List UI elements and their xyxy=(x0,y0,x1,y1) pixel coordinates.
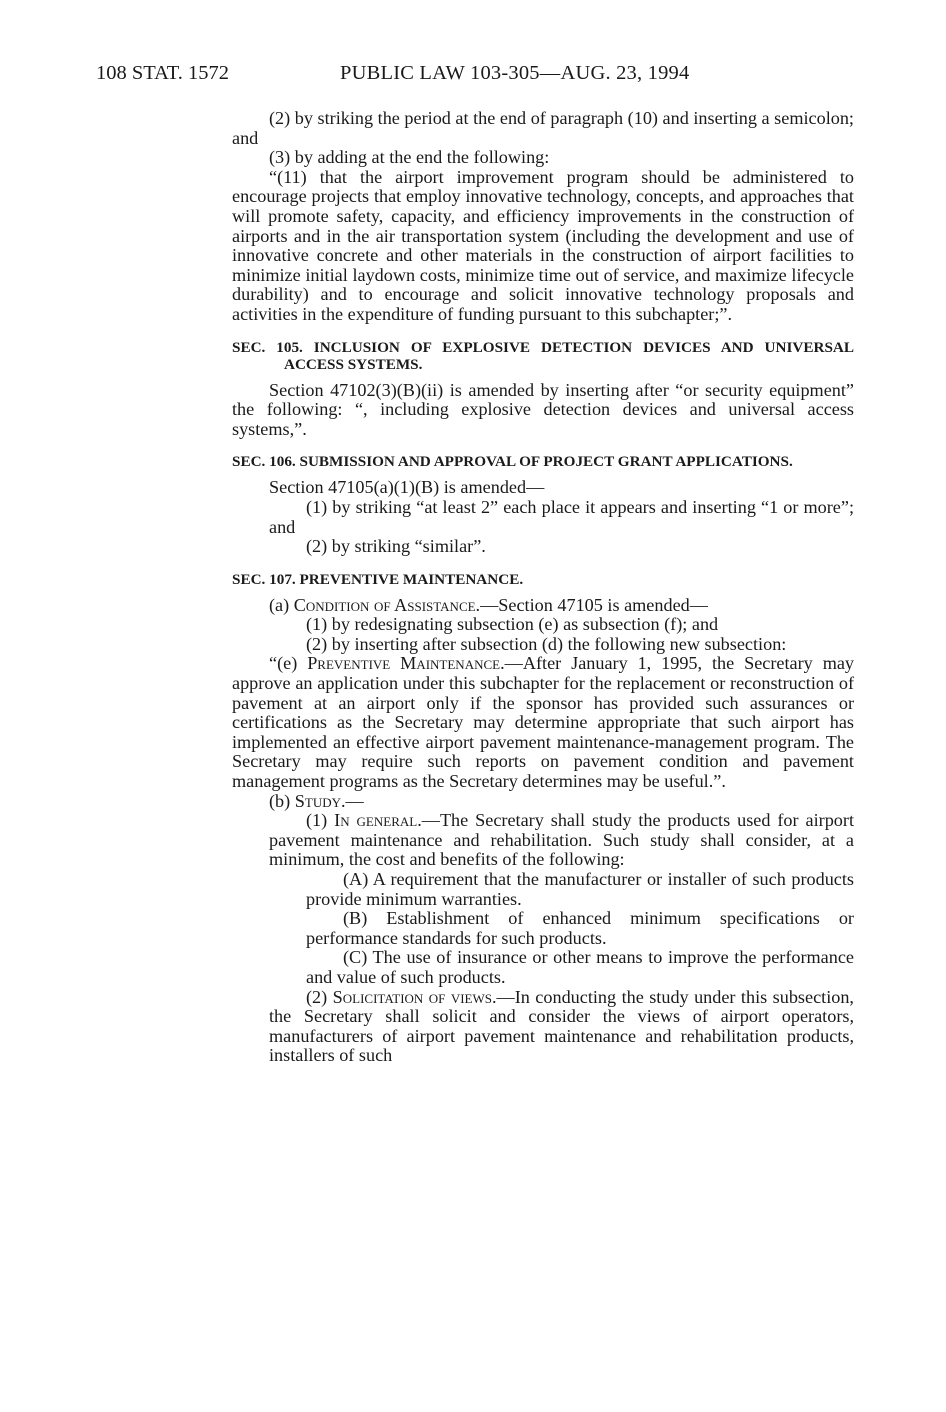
paragraph-amendment-3: (3) by adding at the end the following: xyxy=(269,147,550,168)
subparagraph-c: (C) The use of insurance or other means to improve the performance and value of such products. xyxy=(306,947,854,987)
section-106-item-2: (2) by striking “similar”. xyxy=(306,536,486,557)
subsection-b-paragraph-2 xyxy=(232,988,854,1066)
quoted-subsection-e-text: —After January 1, 1995, the Secretary may approve an application under this subchapter for the replacement or reconstruction of pavement at an airport only if the sponsor has provided such assurances or certifications as the Secretary may determine appropriate that such airport has implemented an effective airport pavement maintenance-management program. The Secretary may require such reports on pavement condition and pavement management programs as the Secretary determines may be useful.”. xyxy=(232,653,855,792)
subparagraph-b: (B) Establishment of enhanced minimum specifications or performance standards for such products. xyxy=(306,908,854,948)
section-107-heading: SEC. 107. PREVENTIVE MAINTENANCE. xyxy=(232,570,524,588)
subsection-b-heading: Study. xyxy=(294,790,346,811)
subparagraph-a: (A) A requirement that the manufacturer or installer of such products provide minimum warranties. xyxy=(306,869,854,909)
public-law-title: PUBLIC LAW 103-305—AUG. 23, 1994 xyxy=(340,62,690,84)
paragraph-1-heading: In general. xyxy=(334,810,422,831)
subsection-b-text: — xyxy=(345,790,364,811)
paragraph-1-lead: (1) xyxy=(306,810,335,831)
paragraph-amendment-2: (2) by striking the period at the end of paragraph (10) and inserting a semicolon; and xyxy=(232,108,854,148)
subsection-a-item-2: (2) by inserting after subsection (d) the following new subsection: xyxy=(306,633,787,654)
subsection-a-item-1: (1) by redesignating subsection (e) as subsection (f); and xyxy=(306,614,719,635)
subsection-b-lead: (b) xyxy=(269,790,295,811)
subsection-a-lead: (a) xyxy=(269,594,294,615)
paragraph-2-heading: Solicitation of views. xyxy=(332,986,497,1007)
paragraph-1-text: —The Secretary shall study the products used for airport pavement maintenance and rehabilitation. Such study shall consider, at a minimum, the cost and benefits of the following: xyxy=(269,810,854,870)
page-header xyxy=(96,62,856,90)
section-106-item-1: (1) by striking “at least 2” each place it appears and inserting “1 or more”; and xyxy=(269,496,854,537)
section-106-heading: SEC. 106. SUBMISSION AND APPROVAL OF PROJECT GRANT APPLICATIONS. xyxy=(232,453,793,471)
quoted-paragraph-11: “(11) that the airport improvement program should be administered to encourage projects that employ innovative technology, concepts, and approaches that will promote safety, capacity, and efficiency improvements in the construction of airports and in the air transportation system (including the development and use of innovative concrete and other materials in the construction of airport facilities to minimize initial laydown costs, minimize time out of service, and maximize lifecycle durability) and to encourage and solicit innovative technology proposals and activities in the expenditure of funding pursuant to this subchapter;”. xyxy=(232,166,854,324)
subsection-b xyxy=(232,792,854,812)
paragraph-2-lead: (2) xyxy=(306,986,333,1007)
subsection-b-paragraph-1 xyxy=(232,811,854,870)
statute-page-number: 108 STAT. 1572 xyxy=(96,62,229,84)
quoted-subsection-e xyxy=(232,654,854,791)
document-body xyxy=(232,109,854,1066)
section-105-text: Section 47102(3)(B)(ii) is amended by inserting after “or security equipment” the following: “, including explosive detection devices and universal access systems,”. xyxy=(232,379,854,439)
subsection-a-heading: Condition of Assistance. xyxy=(293,594,481,615)
section-106-intro: Section 47105(a)(1)(B) is amended— xyxy=(269,477,545,498)
quoted-subsection-e-heading: Preventive Maintenance. xyxy=(307,653,505,674)
section-105-heading: SEC. 105. INCLUSION OF EXPLOSIVE DETECTION DEVICES AND UNIVERSAL ACCESS SYSTEMS. xyxy=(232,338,854,373)
paragraph-2-text: —In conducting the study under this subsection, the Secretary shall solicit and consider the views of airport operators, manufacturers of airport pavement maintenance and rehabilitation products, installers of such xyxy=(269,986,854,1066)
subsection-a-text: —Section 47105 is amended— xyxy=(480,594,708,615)
subsection-a xyxy=(232,596,854,616)
quoted-subsection-e-lead: “(e) xyxy=(269,653,308,674)
